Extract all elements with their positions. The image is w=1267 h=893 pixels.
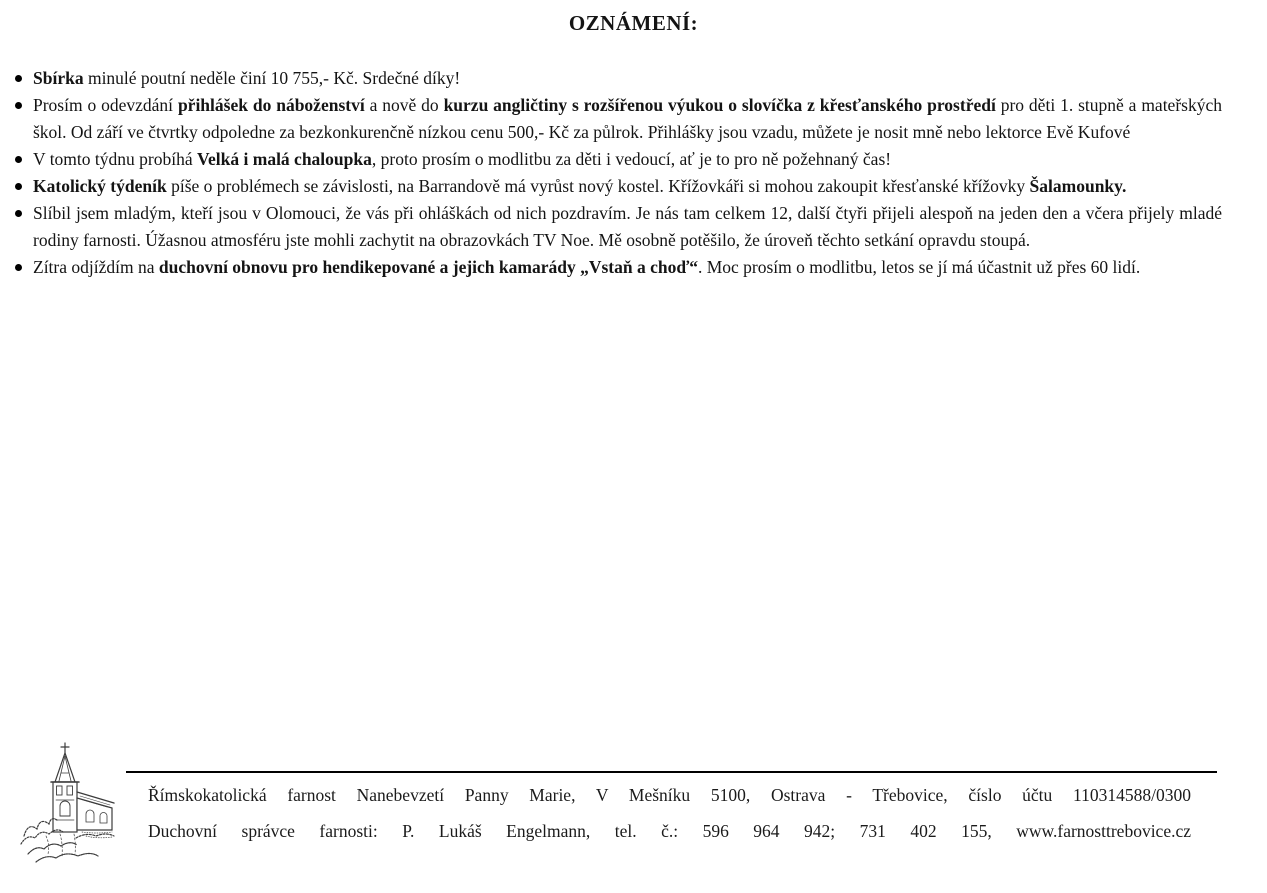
announcement-item	[14, 254, 1222, 281]
announcement-text-segment: pro děti 1. stupně a mateřských škol. Od září ve čtvrtky odpoledne za bezkonkurenčně nízkou cenu 500,- Kč za půlrok. Přihlášky jsou vzadu, můžete je nosit mně nebo lektorce Evě Kufové	[33, 95, 1222, 142]
announcement-text-segment: V tomto týdnu probíhá	[33, 149, 197, 169]
announcement-text-segment: píše o problémech se závislosti, na Barrandově má vyrůst nový kostel. Křížovkáři si mohou zakoupit křesťanské křížovky	[166, 176, 1030, 196]
announcement-text-segment: kurzu angličtiny s rozšířenou výukou o slovíčka z křesťanského prostředí	[443, 95, 996, 115]
announcement-text-segment: Slíbil jsem mladým, kteří jsou v Olomouci, že vás při ohláškách od nich pozdravím. Je nás tam celkem 12, další čtyři přijeli alespoň na jeden den a včera přijely mladé rodiny farnosti. Úžasnou atmosféru jste mohli zachytit na obrazovkách TV Noe. Mě osobně potěšilo, že úroveň těchto setkání opravdu stoupá.	[33, 203, 1222, 250]
footer-parish-info: Římskokatolická farnost Nanebevzetí Panny Marie, V Mešníku 5100, Ostrava - Třebovice, číslo účtu 110314588/0300	[148, 785, 1191, 805]
footer-divider	[126, 771, 1217, 773]
announcement-item	[14, 173, 1222, 200]
footer-contact-info: Duchovní správce farnosti: P. Lukáš Engelmann, tel. č.: 596 964 942; 731 402 155, www.farnosttrebovice.cz	[148, 821, 1191, 841]
announcement-item	[14, 65, 1222, 92]
announcement-text-segment: Velká i malá chaloupka	[196, 149, 372, 169]
announcement-text-segment: a nově do	[364, 95, 444, 115]
announcement-item	[14, 92, 1222, 146]
announcement-text-segment: minulé poutní neděle činí 10 755,- Kč. Srdečné díky!	[83, 68, 461, 88]
announcement-text-segment: . Moc prosím o modlitbu, letos se jí má účastnit už přes 60 lidí.	[697, 257, 1141, 277]
announcement-text-segment: duchovní obnovu pro hendikepované a jejich kamarády „Vstaň a choď“	[158, 257, 698, 277]
announcement-text-segment: Zítra odjíždím na	[33, 257, 159, 277]
announcement-text-segment: , proto prosím o modlitbu za děti i vedoucí, ať je to pro ně požehnaný čas!	[371, 149, 892, 169]
announcement-text-segment: Prosím o odevzdání	[33, 95, 178, 115]
church-sketch-icon	[16, 740, 122, 868]
announcement-item	[14, 200, 1222, 254]
page-title: OZNÁMENÍ:	[568, 11, 699, 35]
announcement-text-segment: Katolický týdeník	[33, 176, 167, 196]
announcement-text-segment: Šalamounky.	[1029, 176, 1127, 196]
announcement-text-segment: Sbírka	[33, 68, 84, 88]
announcement-item	[14, 146, 1222, 173]
page-footer	[0, 758, 1267, 893]
announcements-list	[14, 65, 1222, 281]
announcement-text-segment: přihlášek do náboženství	[177, 95, 365, 115]
